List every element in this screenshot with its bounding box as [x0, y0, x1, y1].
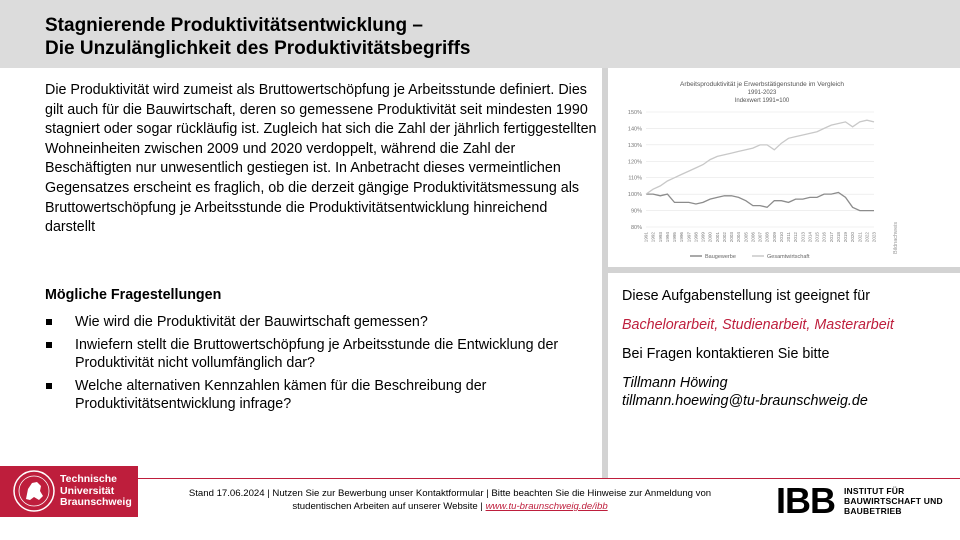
footer-text [140, 487, 760, 513]
chart-y-tick-label: 90% [630, 208, 642, 215]
chart-x-tick-label: 2008 [764, 232, 770, 243]
chart-x-tick-label: 2015 [814, 232, 820, 243]
chart-subtitle: 1991-2023 [747, 90, 777, 96]
chart-x-tick-label: 2010 [778, 232, 784, 243]
chart-y-tick-label: 130% [627, 142, 642, 149]
contact-name: Tillmann Höwing [622, 375, 728, 391]
chart-index-note: Indexwert 1991=100 [734, 98, 790, 104]
chart-x-tick-label: 2001 [714, 232, 720, 243]
chart-y-tick-label: 80% [630, 225, 642, 231]
chart-x-tick-label: 1992 [650, 232, 656, 243]
chart-y-tick-label: 140% [627, 126, 642, 133]
header-bar [0, 0, 960, 68]
ibb-logo-line: BAUBETRIEB [844, 506, 902, 516]
chart-x-tick-label: 1998 [693, 232, 699, 243]
tu-logo-text [60, 474, 132, 509]
side-info [622, 287, 952, 421]
contact-email[interactable]: tillmann.hoewing@tu-braunschweig.de [622, 393, 868, 409]
chart-x-tick-label: 2012 [793, 232, 799, 243]
chart-x-tick-label: 1995 [672, 232, 677, 243]
footer-line-2-text: studentischen Arbeiten auf unserer Website | [292, 501, 483, 512]
question-text: Inwiefern stellt die Bruttowertschöpfung je Arbeitsstunde die Entwicklung der Produktivität nicht vollumfänglich dar? [75, 337, 559, 371]
chart-x-tick-label: 2000 [707, 232, 713, 243]
list-item [45, 377, 600, 413]
questions-title: Mögliche Fragestellungen [45, 287, 222, 303]
productivity-chart [612, 74, 908, 264]
question-text: Wie wird die Produktivität der Bauwirtschaft gemessen? [75, 314, 428, 330]
chart-x-tick-label: 1997 [686, 232, 692, 243]
chart-x-tick-label: 1996 [679, 232, 685, 243]
chart-series-line [646, 120, 874, 194]
intro-text: Die Produktivität wird zumeist als Bruttowertschöpfung je Arbeitsstunde definiert. Dies gilt auch für die Bauwirtschaft, deren so gemessene Produktivität seit mindesten 1990 stagniert oder sogar rückläufig ist. Zugleich hat sich die Zahl der jährlich fertiggestellten Wohneinheiten zwischen 2009 und 2020 verdoppelt, während die Zahl der Beschäftigten nur unwesentlich gestiegen ist. In Anbetracht dieses vermeintlichen Gegensatzes erscheint es fraglich, ob die derzeit gängige Produktivitätsmessung als Bruttowertschöpfung je Arbeitsstunde die Produktivitätsentwicklung hinreichend darstellt [45, 82, 597, 236]
ibb-logo-text [844, 486, 943, 516]
list-item [45, 313, 600, 331]
chart-x-tick-label: 2021 [857, 232, 863, 243]
chart-legend [690, 254, 810, 260]
chart-x-tick-label: 2014 [807, 232, 813, 243]
chart-x-tick-label: 1994 [664, 232, 670, 243]
footer-line-1: Stand 17.06.2024 | Nutzen Sie zur Bewerbung unser Kontaktformular | Bitte beachten Sie die Hinweise zur Anmeldung von [188, 488, 712, 499]
chart-x-tick-label: 2017 [828, 232, 834, 243]
suitable-label: Diese Aufgabenstellung ist geeignet für [622, 288, 870, 304]
chart-y-tick-label: 110% [628, 175, 642, 182]
tu-logo-line: Universität [60, 484, 115, 497]
list-item [45, 336, 600, 372]
ibb-logo[interactable]: IBB [776, 480, 835, 521]
chart-legend-label: Baugewerbe [705, 254, 736, 260]
chart-legend-label: Gesamtwirtschaft [767, 254, 810, 260]
bullet-icon [46, 319, 52, 325]
footer-divider [138, 478, 960, 479]
chart-x-tick-label: 2011 [786, 232, 791, 242]
chart-y-ticks [628, 110, 642, 231]
chart-gridlines [646, 112, 874, 227]
title-line-2: Die Unzulänglichkeit des Produktivitätsbegriffs [45, 38, 471, 59]
bullet-icon [46, 383, 52, 389]
page-title [45, 14, 470, 60]
chart-x-tick-label: 2006 [750, 232, 756, 243]
chart-x-tick-label: 2002 [721, 232, 727, 243]
suitable-types: Bachelorarbeit, Studienarbeit, Masterarbeit [622, 317, 894, 333]
ibb-website-link[interactable]: www.tu-braunschweig.de/ibb [485, 501, 608, 512]
ibb-logo-line: BAUWIRTSCHAFT UND [844, 496, 943, 506]
questions-list [45, 313, 600, 418]
chart-x-tick-label: 1999 [700, 232, 706, 243]
chart-x-tick-label: 2018 [835, 232, 841, 243]
tu-logo-line: Technische [60, 473, 117, 485]
bullet-icon [46, 342, 52, 348]
chart-x-tick-label: 2022 [864, 232, 870, 243]
chart-source-note: Bildnachweis [893, 221, 899, 254]
chart-x-tick-label: 2023 [871, 232, 877, 243]
footer-line-2 [140, 500, 760, 513]
ibb-logo-line: INSTITUT FÜR [844, 486, 905, 496]
chart-x-tick-label: 2003 [729, 232, 734, 243]
chart-x-tick-label: 1993 [657, 232, 663, 243]
contact-label: Bei Fragen kontaktieren Sie bitte [622, 346, 830, 362]
chart-x-ticks [644, 232, 877, 243]
tu-logo-line: Braunschweig [60, 496, 132, 508]
chart-x-tick-label: 2013 [800, 232, 806, 243]
chart-x-tick-label: 2020 [850, 232, 856, 243]
chart-x-tick-label: 2019 [843, 232, 848, 243]
vertical-divider [602, 68, 608, 478]
chart-x-tick-label: 1991 [643, 232, 649, 243]
chart-x-tick-label: 2016 [821, 232, 827, 243]
chart-x-tick-label: 2004 [736, 232, 742, 243]
chart-series-line [646, 193, 874, 211]
chart-series-lines [646, 120, 874, 210]
title-line-1: Stagnierende Produktivitätsentwicklung – [45, 15, 423, 36]
lion-seal-icon [12, 469, 56, 513]
chart-y-tick-label: 150% [627, 110, 642, 116]
chart-x-tick-label: 2007 [757, 232, 763, 243]
tu-braunschweig-logo[interactable] [0, 466, 138, 517]
chart-y-tick-label: 120% [627, 159, 642, 166]
chart-y-tick-label: 100% [627, 192, 642, 199]
horizontal-divider [608, 267, 960, 273]
chart-x-tick-label: 2005 [743, 232, 749, 243]
chart-title: Arbeitsproduktivität je Erwerbstätigenstunde im Vergleich [679, 81, 845, 88]
chart-x-tick-label: 2009 [771, 232, 777, 243]
question-text: Welche alternativen Kennzahlen kämen für die Beschreibung der Produktivitätsentwicklung infrage? [75, 378, 487, 412]
